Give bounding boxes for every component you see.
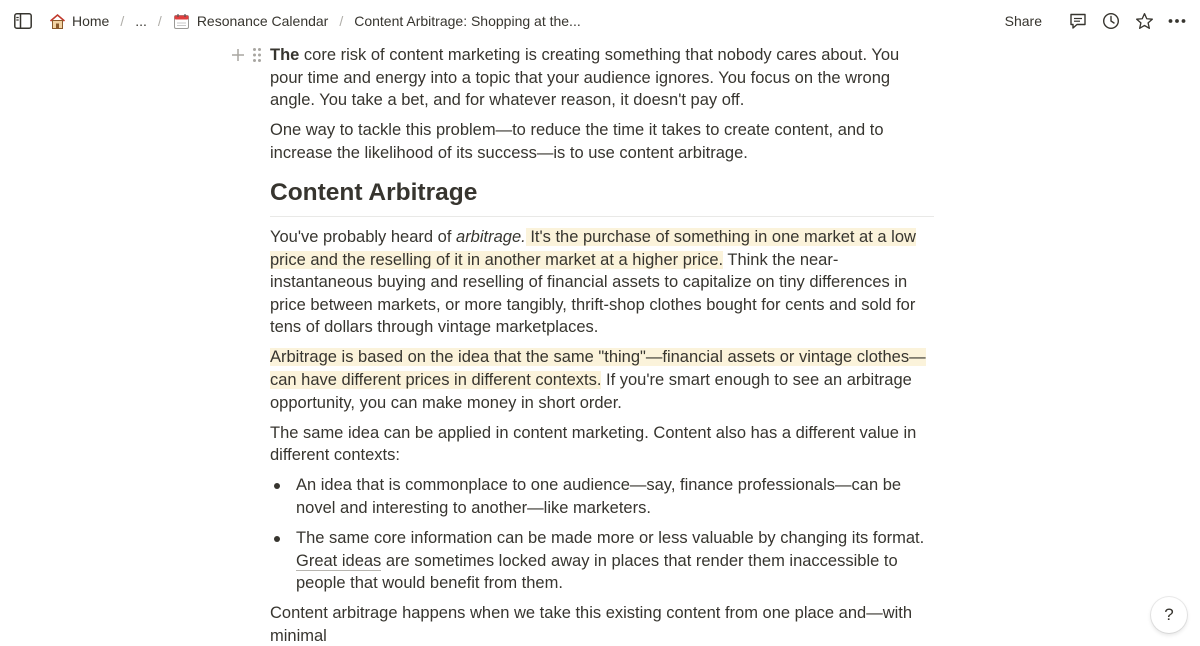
breadcrumb-separator: / xyxy=(157,13,162,29)
star-icon[interactable] xyxy=(1133,10,1155,32)
list-item[interactable] xyxy=(270,474,934,519)
paragraph-content-value[interactable]: The same idea can be applied in content marketing. Content also has a different value in different contexts: xyxy=(270,423,917,465)
add-block-icon[interactable] xyxy=(230,46,246,64)
breadcrumb-ellipsis[interactable]: ... xyxy=(135,13,147,29)
paragraph-text: core risk of content marketing is creating something that nobody cares about. You pour time and energy into a topic that your audience ignores. You focus on the wrong angle. You take a bet, and for whatever reason, it doesn't pay off. xyxy=(270,46,900,110)
breadcrumb-home[interactable] xyxy=(46,12,111,30)
paragraph-arbitrage-definition[interactable] xyxy=(270,226,934,339)
comments-icon[interactable] xyxy=(1067,10,1089,32)
share-button[interactable]: Share xyxy=(1004,13,1042,29)
list-item-text: The same core information can be made more or less valuable by changing its format. xyxy=(296,529,925,548)
italic-term: arbitrage. xyxy=(456,227,526,246)
sidebar-toggle-icon[interactable] xyxy=(12,10,34,32)
more-options-icon[interactable] xyxy=(1166,10,1188,32)
text-segment: Think the near-instantaneous buying and reselling of financial assets to capitalize on tiny differences in price between markets, or more tangibly, thrift-shop clothes bought for cents and sold for tens of dollars through vintage marketplaces. xyxy=(270,250,916,337)
text-segment: You've probably heard of xyxy=(270,227,457,246)
breadcrumb-calendar-label: Resonance Calendar xyxy=(196,13,329,29)
help-button[interactable]: ? xyxy=(1151,597,1187,633)
breadcrumb-home-label: Home xyxy=(72,13,110,29)
heading-content-arbitrage[interactable]: Content Arbitrage xyxy=(270,172,934,217)
breadcrumb-calendar[interactable] xyxy=(171,12,331,30)
paragraph-core-risk[interactable] xyxy=(270,44,934,112)
breadcrumb-current-page[interactable]: Content Arbitrage: Shopping at the... xyxy=(354,13,581,29)
paragraph-lead-word: The xyxy=(270,46,300,64)
list-item[interactable] xyxy=(270,527,934,595)
top-bar xyxy=(0,0,1200,42)
great-ideas-link[interactable]: Great ideas xyxy=(296,551,382,570)
breadcrumb-separator: / xyxy=(120,13,125,29)
page-content xyxy=(270,44,934,646)
home-icon xyxy=(48,12,66,30)
breadcrumb xyxy=(46,0,583,42)
top-actions xyxy=(997,10,1188,32)
drag-handle-icon[interactable] xyxy=(250,46,264,64)
list-item-text: are sometimes locked away in places that render them inaccessible to people that would benefit from them. xyxy=(296,551,898,593)
calendar-icon xyxy=(173,12,191,30)
paragraph-arbitrage-idea[interactable] xyxy=(270,346,934,414)
paragraph-one-way[interactable]: One way to tackle this problem—to reduce the time it takes to create content, and to increase the likelihood of its success—is to use content arbitrage. xyxy=(270,121,884,162)
breadcrumb-separator: / xyxy=(339,13,344,29)
block-handle xyxy=(230,46,264,64)
text-segment: If you're smart enough to see an arbitrage opportunity, you can make money in short order. xyxy=(270,371,912,412)
list-item-text: An idea that is commonplace to one audience—say, finance professionals—can be novel and interesting to another—like marketers. xyxy=(296,476,902,517)
highlighted-text: It's the purchase of something in one market at a low price and the reselling of it in another market at a higher price. xyxy=(270,227,916,269)
paragraph-arbitrage-happens[interactable]: Content arbitrage happens when we take this existing content from one place and—with minimal xyxy=(270,604,913,645)
highlighted-text: Arbitrage is based on the idea that the same "thing"—financial assets or vintage clothes—can have different prices in different contexts. xyxy=(270,348,926,390)
history-icon[interactable] xyxy=(1100,10,1122,32)
